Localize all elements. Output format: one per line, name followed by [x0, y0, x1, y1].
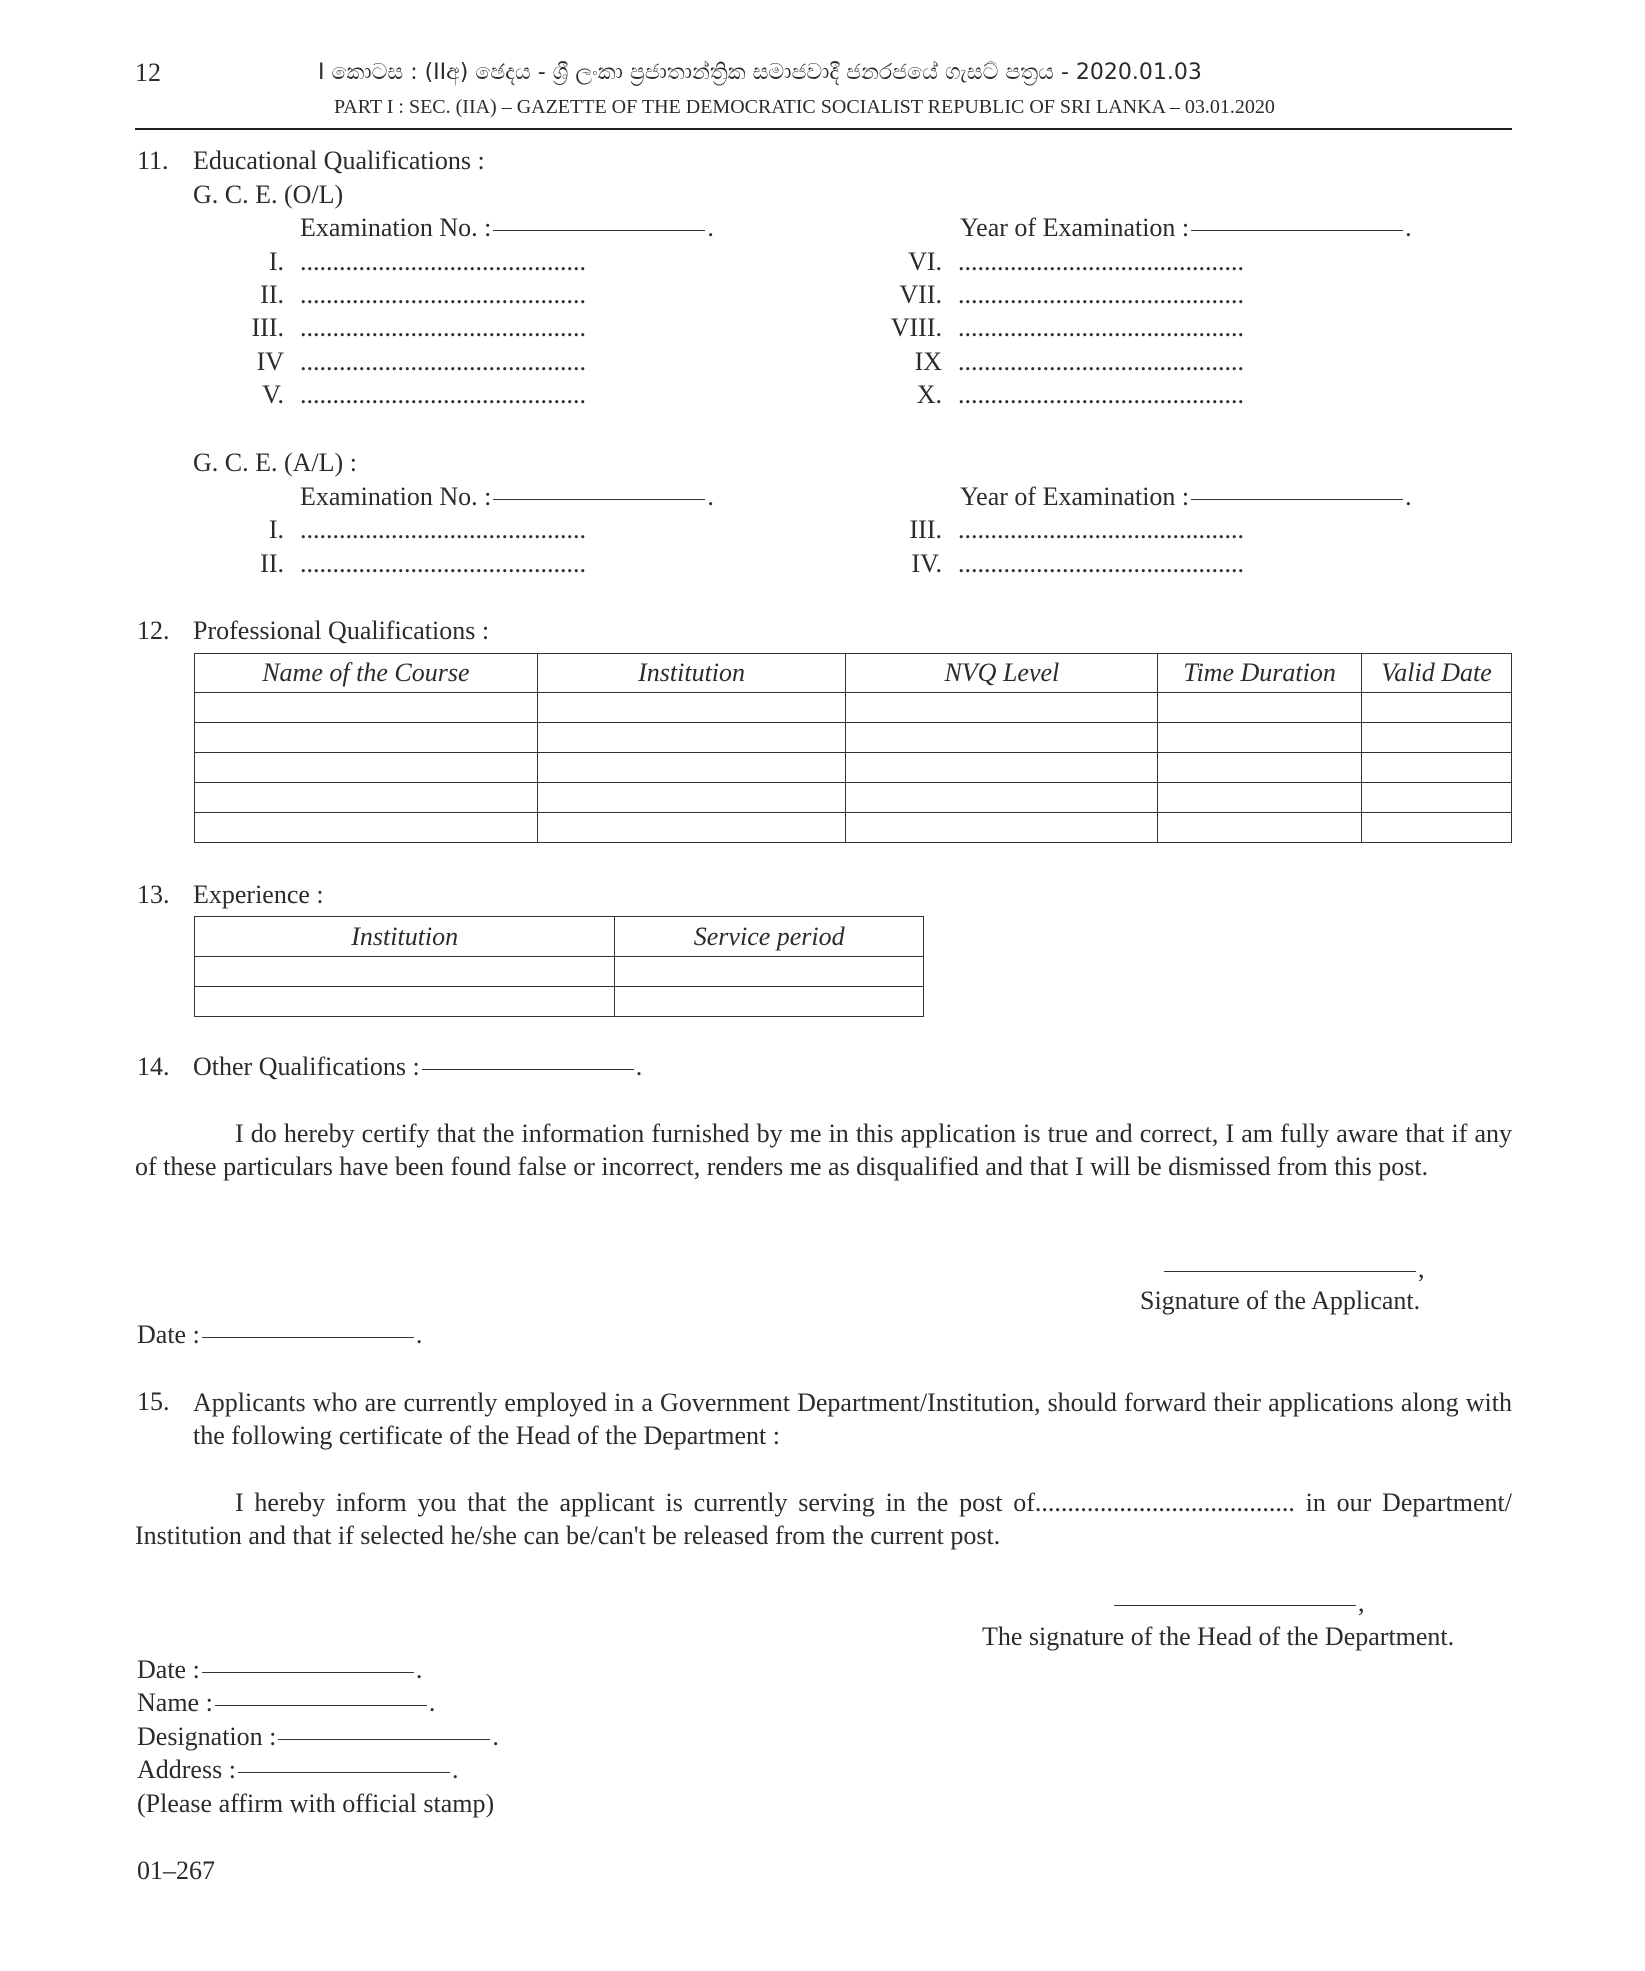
al-year-label: Year of Examination : . — [960, 482, 1412, 511]
al-exam-no-label: Examination No. : . — [300, 482, 714, 511]
blank-cell — [846, 783, 1158, 813]
date-blank — [202, 1337, 414, 1338]
header-rule — [135, 128, 1512, 130]
ol-year-label: Year of Examination : . — [960, 213, 1412, 242]
blank-cell — [1362, 723, 1512, 753]
head-name-label: Name : . — [137, 1688, 436, 1717]
al-numeral: IV. — [911, 549, 942, 578]
section-15-number: 15. — [137, 1387, 170, 1416]
gce-ol-title: G. C. E. (O/L) — [193, 180, 344, 209]
table-row — [195, 693, 1512, 723]
al-numeral: II. — [260, 549, 284, 578]
al-year-blank — [1191, 499, 1403, 500]
blank-cell — [195, 957, 615, 987]
official-stamp-note: (Please affirm with official stamp) — [137, 1789, 495, 1818]
table-row — [195, 813, 1512, 843]
section-13-number: 13. — [137, 880, 170, 909]
date-blank — [202, 1672, 414, 1673]
column-header: NVQ Level — [846, 654, 1158, 693]
ol-numeral: IX — [914, 347, 942, 376]
post-dots: ........................................ — [1034, 1488, 1295, 1517]
professional-qualifications-table — [194, 653, 1512, 843]
ol-exam-no-label: Examination No. : . — [300, 213, 714, 242]
section-12-title: Professional Qualifications : — [193, 616, 490, 645]
other-qualifications-blank — [422, 1069, 634, 1070]
table-header-row — [195, 654, 1512, 693]
blank-cell — [615, 987, 924, 1017]
column-header: Institution — [537, 654, 846, 693]
blank-cell — [846, 723, 1158, 753]
column-header: Name of the Course — [195, 654, 538, 693]
head-designation-label: Designation : . — [137, 1722, 499, 1751]
blank-cell — [537, 783, 846, 813]
ol-subject-dots: ............................................ — [300, 347, 586, 376]
ol-subject-dots: ............................................ — [300, 380, 586, 409]
table-row — [195, 723, 1512, 753]
ol-subject-dots: ............................................ — [958, 380, 1244, 409]
document-code: 01–267 — [137, 1856, 215, 1885]
section-14-title: Other Qualifications : . — [193, 1052, 643, 1081]
address-blank — [238, 1772, 450, 1773]
al-subject-dots: ............................................ — [300, 515, 586, 544]
ol-exam-no-blank — [493, 230, 705, 231]
blank-cell — [537, 753, 846, 783]
table-row — [195, 783, 1512, 813]
blank-cell — [1158, 693, 1362, 723]
head-signature-line: , — [1112, 1590, 1365, 1616]
experience-table — [194, 916, 924, 1017]
ol-numeral: V. — [262, 380, 284, 409]
declaration-paragraph: I do hereby certify that the information furnished by me in this application is true and correct, I am fully aware that if any of these particulars have been found false or incorrect, renders me as disqualified and that I will be dismissed from this post. — [135, 1119, 1512, 1181]
applicant-signature-label: Signature of the Applicant. — [1140, 1286, 1421, 1315]
blank-cell — [195, 783, 538, 813]
blank-cell — [195, 753, 538, 783]
blank-cell — [537, 693, 846, 723]
ol-numeral: X. — [916, 380, 942, 409]
ol-numeral: VII. — [899, 280, 942, 309]
table-header-row — [195, 917, 924, 957]
ol-subject-dots: ............................................ — [958, 247, 1244, 276]
ol-subject-dots: ............................................ — [300, 247, 586, 276]
column-header: Time Duration — [1158, 654, 1362, 693]
blank-cell — [1362, 693, 1512, 723]
head-date-label: Date : . — [137, 1655, 423, 1684]
blank-cell — [1158, 813, 1362, 843]
ol-subject-dots: ............................................ — [300, 280, 586, 309]
section-14-number: 14. — [137, 1052, 170, 1081]
blank-cell — [195, 813, 538, 843]
ol-numeral: III. — [251, 313, 284, 342]
name-blank — [215, 1705, 427, 1706]
blank-cell — [195, 723, 538, 753]
blank-cell — [1158, 723, 1362, 753]
al-subject-dots: ............................................ — [300, 549, 586, 578]
column-header: Institution — [195, 917, 615, 957]
section-15-text: Applicants who are currently employed in a Government Department/Institution, should forward their applications along with the following certificate of the Head of the Department : — [193, 1388, 1512, 1450]
blank-cell — [1362, 813, 1512, 843]
blank-cell — [846, 813, 1158, 843]
ol-subject-dots: ............................................ — [958, 347, 1244, 376]
ol-subject-dots: ............................................ — [958, 313, 1244, 342]
blank-cell — [1158, 753, 1362, 783]
blank-cell — [1158, 783, 1362, 813]
blank-cell — [195, 693, 538, 723]
blank-cell — [615, 957, 924, 987]
sinhala-gazette-title: I කොටස : (IIඅ) ඡෙදය - ශ්‍රී ලංකා ප්‍රජාතාන්ත්‍රික සමාජවාදී ජනරජයේ ගැසට් පත්‍රය - 2020.01.03 — [318, 60, 1202, 85]
column-header: Service period — [615, 917, 924, 957]
page-number: 12 — [135, 58, 161, 87]
ol-subject-dots: ............................................ — [300, 313, 586, 342]
table-row — [195, 987, 924, 1017]
ol-subject-dots: ............................................ — [958, 280, 1244, 309]
gce-al-title: G. C. E. (A/L) : — [193, 448, 357, 477]
head-certificate-paragraph: I hereby inform you that the applicant is currently serving in the post of........................................ in our Department/ Institution and that if selected he/she can be/can't be released from the current post. — [135, 1488, 1512, 1550]
al-numeral: III. — [909, 515, 942, 544]
ol-numeral: II. — [260, 280, 284, 309]
ol-numeral: VI. — [908, 247, 942, 276]
blank-cell — [1362, 753, 1512, 783]
blank-cell — [537, 723, 846, 753]
blank-cell — [846, 693, 1158, 723]
blank-cell — [537, 813, 846, 843]
applicant-signature-line: , — [1162, 1256, 1425, 1282]
head-signature-label: The signature of the Head of the Department. — [982, 1622, 1455, 1651]
al-exam-no-blank — [493, 499, 705, 500]
ol-numeral: IV — [256, 347, 284, 376]
ol-numeral: I. — [268, 247, 284, 276]
designation-blank — [278, 1739, 490, 1740]
english-gazette-title: PART I : SEC. (IIA) – GAZETTE OF THE DEMOCRATIC SOCIALIST REPUBLIC OF SRI LANKA – 03.01.2020 — [334, 96, 1275, 118]
al-subject-dots: ............................................ — [958, 549, 1244, 578]
column-header: Valid Date — [1362, 654, 1512, 693]
table-row — [195, 753, 1512, 783]
al-subject-dots: ............................................ — [958, 515, 1244, 544]
al-numeral: I. — [268, 515, 284, 544]
ol-year-blank — [1191, 230, 1403, 231]
blank-cell — [1362, 783, 1512, 813]
blank-cell — [195, 987, 615, 1017]
section-11-number: 11. — [137, 146, 169, 175]
declaration-date-label: Date : . — [137, 1320, 423, 1349]
ol-numeral: VIII. — [890, 313, 942, 342]
head-address-label: Address : . — [137, 1755, 459, 1784]
blank-cell — [846, 753, 1158, 783]
section-11-title: Educational Qualifications : — [193, 146, 485, 175]
section-13-title: Experience : — [193, 880, 324, 909]
table-row — [195, 957, 924, 987]
section-12-number: 12. — [137, 616, 170, 645]
